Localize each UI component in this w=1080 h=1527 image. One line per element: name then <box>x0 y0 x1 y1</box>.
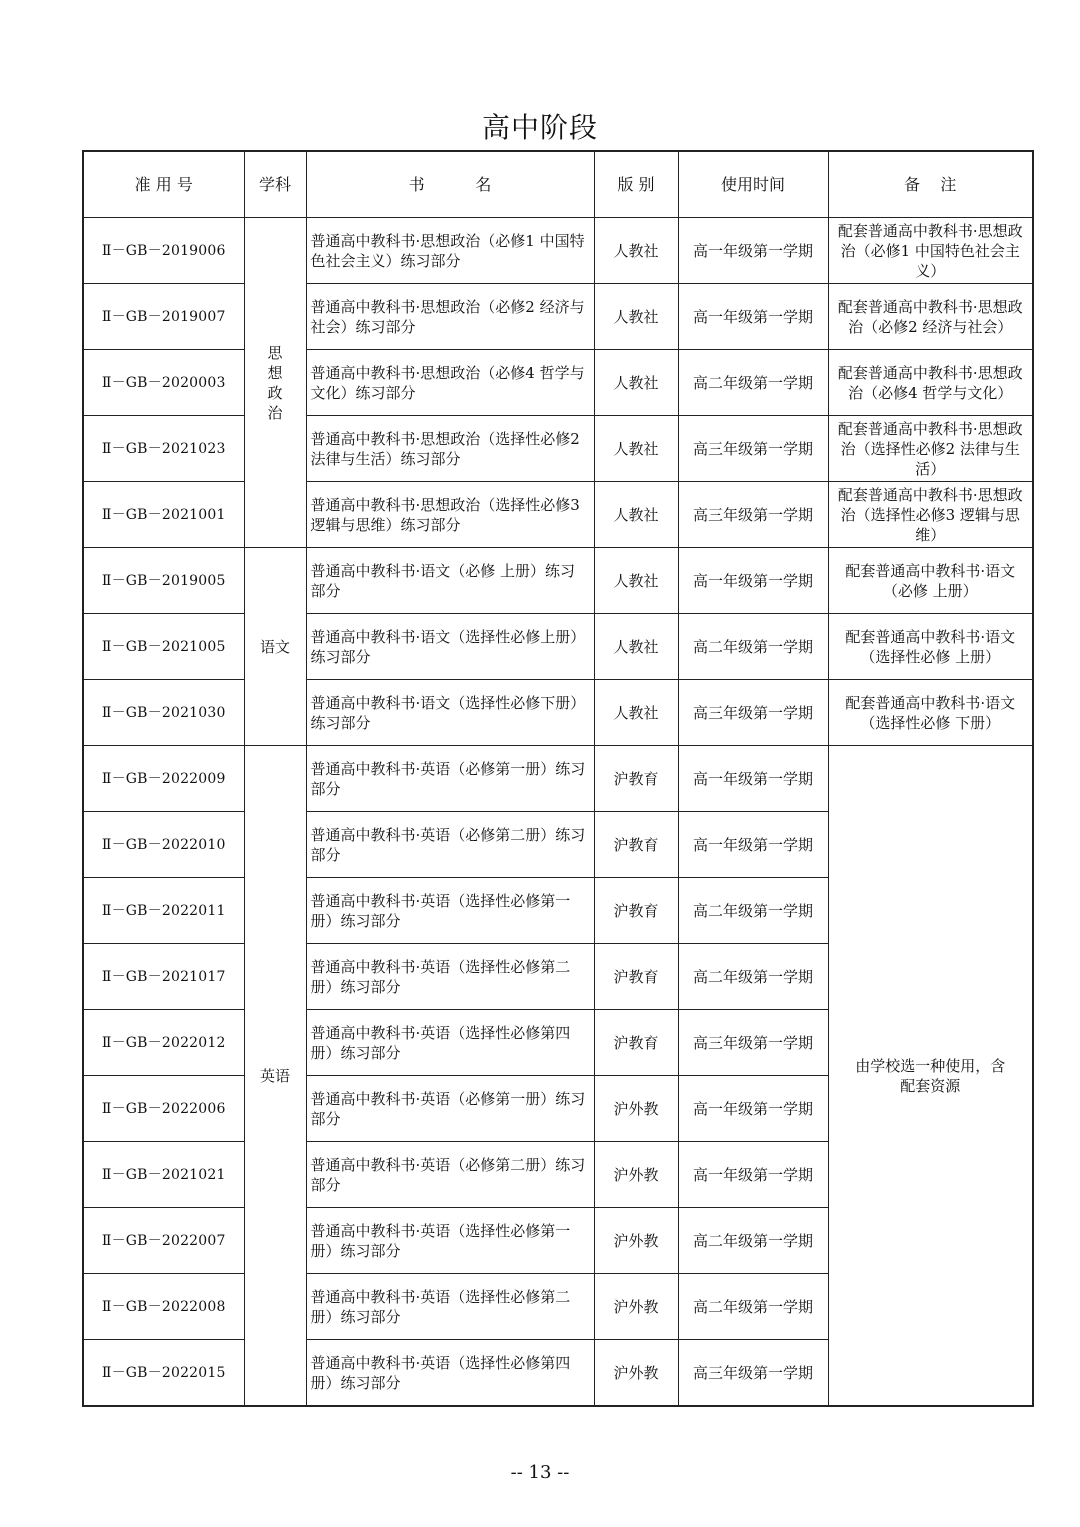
code-cell: Ⅱ－GB－2019006 <box>83 218 244 284</box>
note-cell: 配套普通高中教科书·思想政治（必修2 经济与社会） <box>828 284 1033 350</box>
time-cell: 高一年级第一学期 <box>678 1142 828 1208</box>
time-cell: 高三年级第一学期 <box>678 1010 828 1076</box>
note-cell: 配套普通高中教科书·思想政治（选择性必修3 逻辑与思维） <box>828 482 1033 548</box>
name-cell: 普通高中教科书·语文（必修 上册）练习部分 <box>306 548 594 614</box>
page-title: 高中阶段 <box>481 111 598 144</box>
name-cell: 普通高中教科书·英语（必修第一册）练习部分 <box>306 1076 594 1142</box>
publisher-cell: 沪外教 <box>594 1076 678 1142</box>
publisher-cell: 沪教育 <box>594 746 678 812</box>
table-row <box>83 680 1033 746</box>
publisher-cell: 沪外教 <box>594 1340 678 1407</box>
note-cell: 配套普通高中教科书·语文（选择性必修 上册） <box>828 614 1033 680</box>
name-cell: 普通高中教科书·英语（选择性必修第二册）练习部分 <box>306 1274 594 1340</box>
subject-cell-politics <box>244 218 306 548</box>
publisher-cell: 人教社 <box>594 614 678 680</box>
code-cell: Ⅱ－GB－2021017 <box>83 944 244 1010</box>
table-row <box>83 218 1033 284</box>
time-cell: 高二年级第一学期 <box>678 1274 828 1340</box>
note-cell: 配套普通高中教科书·思想政治（必修4 哲学与文化） <box>828 350 1033 416</box>
time-cell: 高一年级第一学期 <box>678 548 828 614</box>
name-cell: 普通高中教科书·思想政治（必修2 经济与社会）练习部分 <box>306 284 594 350</box>
table-row <box>83 416 1033 482</box>
name-cell: 普通高中教科书·语文（选择性必修上册）练习部分 <box>306 614 594 680</box>
table-row <box>83 548 1033 614</box>
name-cell: 普通高中教科书·英语（选择性必修第二册）练习部分 <box>306 944 594 1010</box>
note-cell-english <box>828 746 1033 1407</box>
time-cell: 高一年级第一学期 <box>678 284 828 350</box>
time-cell: 高三年级第一学期 <box>678 680 828 746</box>
header-note: 备 注 <box>828 151 1033 218</box>
publisher-cell: 人教社 <box>594 680 678 746</box>
table-row <box>83 284 1033 350</box>
subject-cell-chinese: 语文 <box>244 548 306 746</box>
time-cell: 高二年级第一学期 <box>678 350 828 416</box>
publisher-cell: 沪教育 <box>594 878 678 944</box>
name-cell: 普通高中教科书·英语（必修第一册）练习部分 <box>306 746 594 812</box>
time-cell: 高一年级第一学期 <box>678 218 828 284</box>
code-cell: Ⅱ－GB－2022008 <box>83 1274 244 1340</box>
code-cell: Ⅱ－GB－2022009 <box>83 746 244 812</box>
time-cell: 高二年级第一学期 <box>678 944 828 1010</box>
name-cell: 普通高中教科书·语文（选择性必修下册）练习部分 <box>306 680 594 746</box>
name-cell: 普通高中教科书·思想政治（必修1 中国特色社会主义）练习部分 <box>306 218 594 284</box>
code-cell: Ⅱ－GB－2022012 <box>83 1010 244 1076</box>
code-cell: Ⅱ－GB－2022006 <box>83 1076 244 1142</box>
time-cell: 高三年级第一学期 <box>678 416 828 482</box>
time-cell: 高三年级第一学期 <box>678 482 828 548</box>
name-cell: 普通高中教科书·思想政治（选择性必修3 逻辑与思维）练习部分 <box>306 482 594 548</box>
publisher-cell: 人教社 <box>594 482 678 548</box>
header-subject: 学科 <box>244 151 306 218</box>
publisher-cell: 沪外教 <box>594 1142 678 1208</box>
header-code: 准 用 号 <box>83 151 244 218</box>
subject-label: 思想政治 <box>267 343 283 422</box>
time-cell: 高二年级第一学期 <box>678 1208 828 1274</box>
table-row <box>83 746 1033 812</box>
code-cell: Ⅱ－GB－2019005 <box>83 548 244 614</box>
header-publisher: 版 别 <box>594 151 678 218</box>
page-number: -- 13 -- <box>510 1462 570 1483</box>
code-cell: Ⅱ－GB－2022011 <box>83 878 244 944</box>
publisher-cell: 人教社 <box>594 350 678 416</box>
name-cell: 普通高中教科书·英语（必修第二册）练习部分 <box>306 1142 594 1208</box>
time-cell: 高二年级第一学期 <box>678 878 828 944</box>
table-row <box>83 482 1033 548</box>
publisher-cell: 人教社 <box>594 284 678 350</box>
name-cell: 普通高中教科书·英语（选择性必修第一册）练习部分 <box>306 1208 594 1274</box>
name-cell: 普通高中教科书·英语（必修第二册）练习部分 <box>306 812 594 878</box>
note-cell: 配套普通高中教科书·语文（必修 上册） <box>828 548 1033 614</box>
code-cell: Ⅱ－GB－2022007 <box>83 1208 244 1274</box>
note-cell: 配套普通高中教科书·思想政治（选择性必修2 法律与生活） <box>828 416 1033 482</box>
code-cell: Ⅱ－GB－2021001 <box>83 482 244 548</box>
textbook-table <box>82 150 1034 1407</box>
subject-cell-english: 英语 <box>244 746 306 1407</box>
time-cell: 高三年级第一学期 <box>678 1340 828 1407</box>
time-cell: 高二年级第一学期 <box>678 614 828 680</box>
code-cell: Ⅱ－GB－2020003 <box>83 350 244 416</box>
header-name: 书 名 <box>306 151 594 218</box>
header-time: 使用时间 <box>678 151 828 218</box>
name-cell: 普通高中教科书·英语（选择性必修第四册）练习部分 <box>306 1010 594 1076</box>
note-cell: 配套普通高中教科书·思想政治（必修1 中国特色社会主义） <box>828 218 1033 284</box>
name-cell: 普通高中教科书·思想政治（必修4 哲学与文化）练习部分 <box>306 350 594 416</box>
table-row <box>83 614 1033 680</box>
name-cell: 普通高中教科书·英语（选择性必修第四册）练习部分 <box>306 1340 594 1407</box>
name-cell: 普通高中教科书·英语（选择性必修第一册）练习部分 <box>306 878 594 944</box>
publisher-cell: 沪外教 <box>594 1208 678 1274</box>
english-note-text: 由学校选一种使用，含配套资源 <box>855 1056 1006 1095</box>
time-cell: 高一年级第一学期 <box>678 1076 828 1142</box>
code-cell: Ⅱ－GB－2021023 <box>83 416 244 482</box>
note-cell: 配套普通高中教科书·语文（选择性必修 下册） <box>828 680 1033 746</box>
code-cell: Ⅱ－GB－2022010 <box>83 812 244 878</box>
code-cell: Ⅱ－GB－2021030 <box>83 680 244 746</box>
publisher-cell: 人教社 <box>594 548 678 614</box>
time-cell: 高一年级第一学期 <box>678 746 828 812</box>
code-cell: Ⅱ－GB－2019007 <box>83 284 244 350</box>
publisher-cell: 沪教育 <box>594 1010 678 1076</box>
table-row <box>83 350 1033 416</box>
publisher-cell: 沪教育 <box>594 944 678 1010</box>
time-cell: 高一年级第一学期 <box>678 812 828 878</box>
publisher-cell: 沪外教 <box>594 1274 678 1340</box>
header-row <box>83 151 1033 218</box>
publisher-cell: 人教社 <box>594 416 678 482</box>
code-cell: Ⅱ－GB－2022015 <box>83 1340 244 1407</box>
publisher-cell: 沪教育 <box>594 812 678 878</box>
code-cell: Ⅱ－GB－2021005 <box>83 614 244 680</box>
publisher-cell: 人教社 <box>594 218 678 284</box>
code-cell: Ⅱ－GB－2021021 <box>83 1142 244 1208</box>
name-cell: 普通高中教科书·思想政治（选择性必修2 法律与生活）练习部分 <box>306 416 594 482</box>
